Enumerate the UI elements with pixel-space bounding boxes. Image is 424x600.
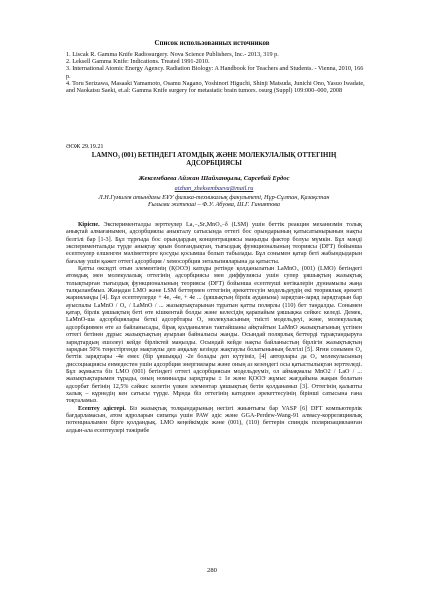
reference-item: 2. Leksell Gamma Knife: Indications. Treated 1991-2010. [66,58,210,66]
reference-item: 4. Toru Serizawa, Masaaki Yamamoto, Osamu Nagano, Yoshinori Higuchi, Shinji Matsuda, Junichi Ono, Yasuo Iwadate, and Naokatsu Saeki, et.al: Gamma Knife surgery for metastatic brain tumors. osurg (Suppl) 109:000–000, 2008 [66,79,365,95]
paragraph [66,222,362,266]
authors: Жексембаева Айжан Шайханқызы, Сарсебай Ердос [138,175,290,182]
references-heading: Список использованных источников [154,40,270,47]
references-list [66,51,366,94]
reference-item: 1. Liscak R. Gamma Knife Radiosurgery. Nova Science Publishers, Inc.- 2013, 319 p. [66,51,279,58]
supervisor-line: Ғылыми жетекші – Ф.У. Абуова, Ш.Г. Гиниятова [148,201,280,209]
article-title: LAMNO₃ (001) БЕТІНДЕГІ АТОМДЫҚ ЖӘНЕ МОЛЕКУЛАЛЫҚ ОТТЕГІНІҢ АДСОРБЦИЯСЫ [91,152,337,167]
article-body [66,222,362,435]
udc-code: ӘОЖ 29.19.21 [66,143,104,150]
page-number: 280 [207,567,217,574]
affiliation-line: Л.Н.Гумилев атындағы ЕҰУ физика-техникалық факультеті, Нұр-Сұлтан, Қазақстан [98,194,330,201]
reference-item: 3. International Atomic Energy Agency. Radiation Biology: A Handbook for Teachers and Students. - Vienna, 2010, 166 p. [66,65,364,80]
paragraph-text: Қатты оксидті отын элементінің (ҚООЭ) катоды ретінде қолданылатын LaMnO₃ (001) (LMO) бетіндегі атомдық мен молекулалық оттегінің адсорбциясы мен диффузиясы ушін супер ұяшықтың жазықтық толықтырған тығыздық функционалының теориясы (DFT) бойынша есептеушi көтікалерін дүниамызы жаңа талқыланбмыз. Жаңадан LMO және LSM беттермен оттегінің әрекеттесуін модельдеудің екі теориялық әрекеті жарияланды [4]. Бұл есептеулерде + 4e, -4e, + 4e ... (ұяшықтың бірлік ауданына) зарядтан-заряд зарядтарын бар ауыспалы LaMnO / O₂ / LaMnO / ... жазықтықтарынан тұратын қатты полярлы (110) бет таңдалды. Сонымен қатар, бірлік ұяшықтың беті өте кішкентай болды және келесідің қарапайым ұяшықжа сейкес келеді. Демек, LaMnO-ша адсорбциялары беткі адсорбтары O₂ молекуласының тиісті модельдеуі, және, молекулалық адсорбциямен өте аз байланысады, бірақ қолданылған тактайшаны айқтайтын LaMnO жазықтығының үстінен оттегі бетінен дұрыс жазықтықтың ауырлан байналысы жанды. Осындай полярлық беттерді тұрақтандыруға зарядтардың ешолеуі кейде бірліктей маңызды. Осындай кейде нақты байланыстың бірлігін жазықтықтың зарядын 50% теңестіргенде мақтаулы деп аңқалау кезінде жақтаулы болатынының белгілі [5]. Яғни сонымен O₂ беттік зарядтары -4e емес (бір ұяшыққа) -2e болады деп күтуіміз, [4] авторлары да O₂ молекуласының диссоциациясы енмедестен ушін адсорбция энергиялары және оның аз кезеңдегі осы қатыстылықтан зерттеледі. Бұл жұмыста біз LMO (001) бетіндегі оттегі адсорбциясын модельдеуміз, ол аймақмалы MnO2 / LaO / ... жазықтықтарымен тұрады, оның номиналды зарядтары ± 1e және ҚООЭ жұмыс жағдайына жақын болатын адсорбат бетінің 12,5% сәйкес келетін үлкен элементар ұяшықтың бетін қолданамыз [3]. Оттегінің қалыпты халық – кұрнедің кен сатысы түрде. Мұнда біз оттегінің катодпен әрекеттесуінің бірінші сатысына ғана тоқталамыз. [66,266,362,405]
affiliation [66,194,362,209]
paragraph-text: Біз жазықтық толқындарының негізгі жиынтығы бар VASP [6] DFT компьютерлік бағдарламасын, атом ядроларын сипатқа ушін PAW әдіс және GGA-Perdew-Wang-91 алмасу-корреляциялық потенциалымен бірге қолдандық. LMO кеңейкімдік және (001), (110) беттерін спиндік поляризацияланған алдын-ала есептеулері тәжірибе [66,405,362,434]
paragraph [66,406,362,435]
paragraph [66,266,362,406]
author-email-link[interactable]: aizhan_zheksembaeva@mail.ru [174,185,254,192]
section-lead: Кіріспе. [78,222,100,228]
paragraph-text: Эксперименталды зерттеулер La₁₋ₓSrₓMnO₃₋δ (LSM) ушін беттік реакция механизмін толық анықтай алмағанымен, адсорбциялы аныкталу сатысында оттегі бос орындарының қатысатынырынын нақты белгілі бар [1-3]. Бұл тұрғыда бос орындардың концентрациясы маңызды фактор болуы мүмкін. Бұл мәнді экспериментальды түрде анықтау қиын болғандықтан, тығыздық функционалының теориясы (DFT) бойынша есептеулер елшенген мәліметтерге қосуды қосымша болып табылады. Бұл сонымен қатар беті жабындыдарын бағалау ушін қажет оттегі адсорбция / хемосорбция энтальпияларына да қатысты. [66,222,362,265]
section-lead: Есептеу әдістері. [78,405,126,412]
